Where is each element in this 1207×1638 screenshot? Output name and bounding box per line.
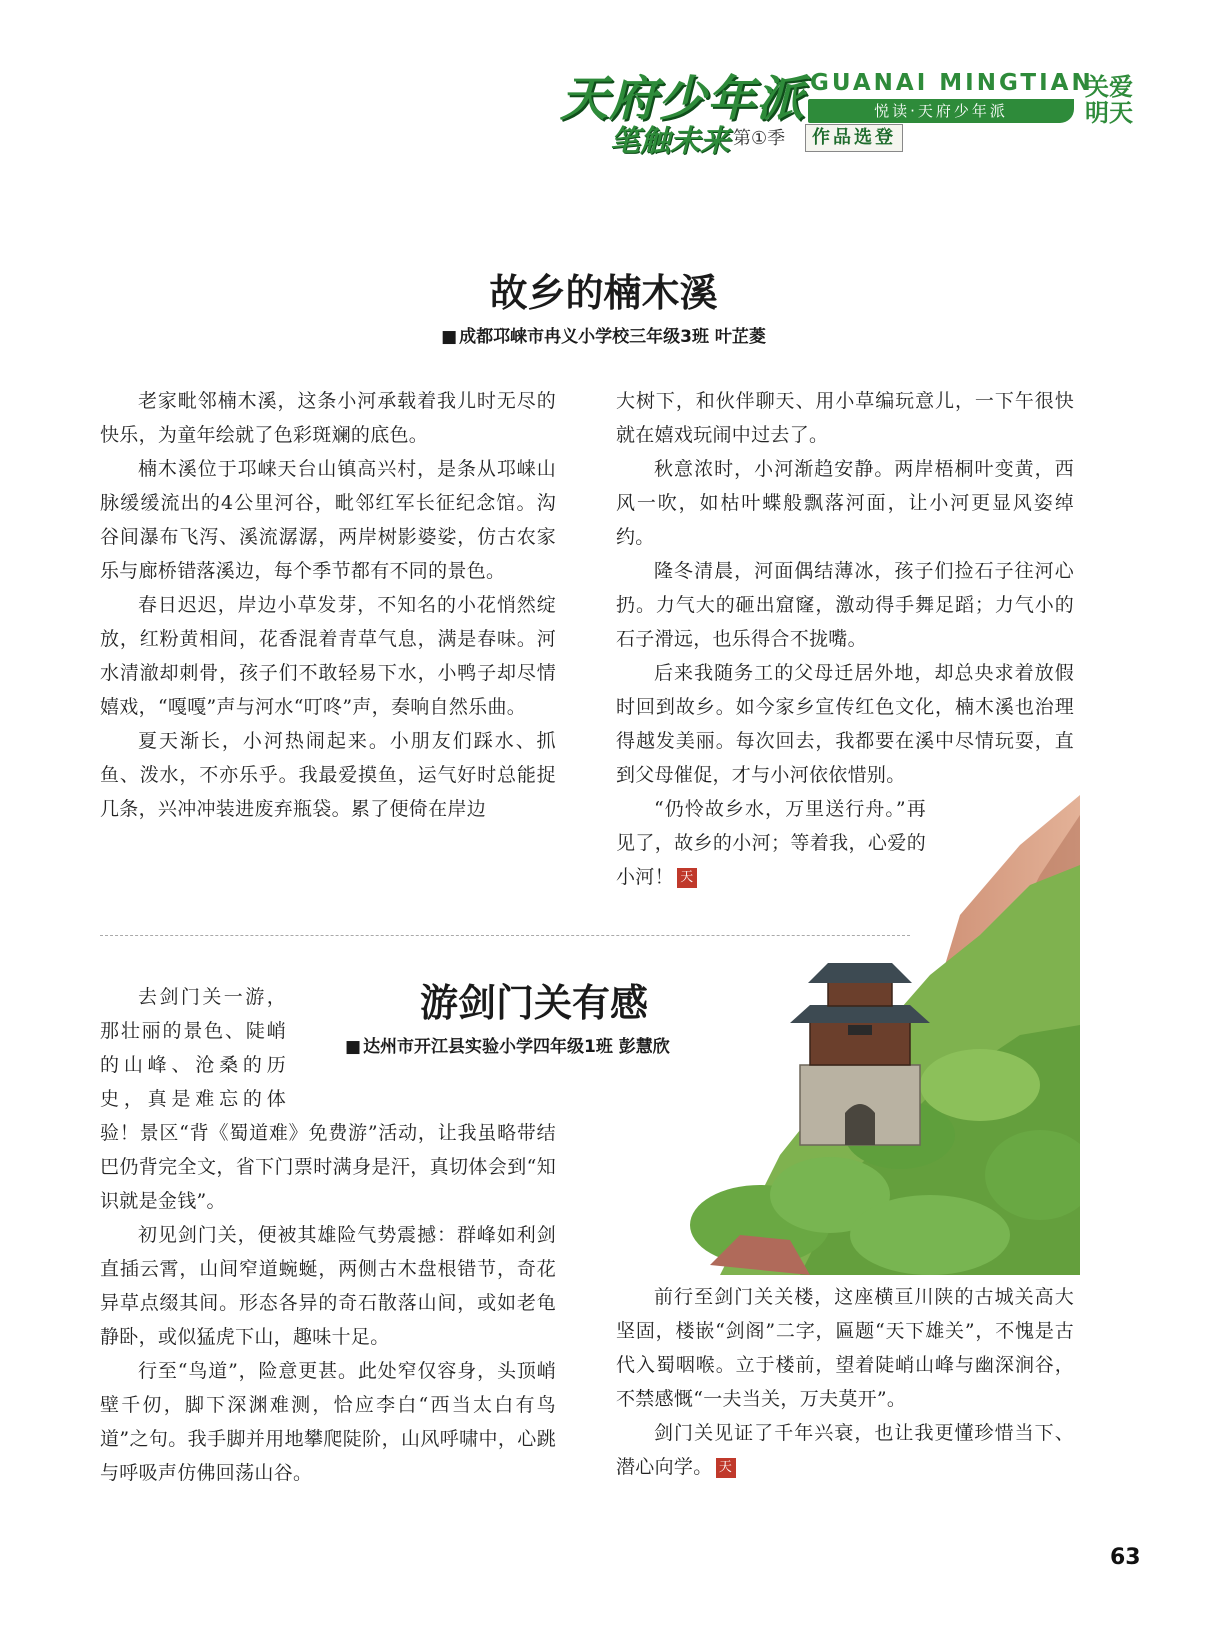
tree [920,1049,1040,1121]
article1-left-column [100,384,556,826]
article2-title: 游剑门关有感 [420,980,649,1025]
gate-arch [845,1104,875,1145]
roof-upper [808,963,912,983]
paragraph: 大树下，和伙伴聊天、用小草编玩意儿，一下午很快就在嬉戏玩闹中过去了。 [616,390,1074,446]
end-mark: 天 [677,868,697,888]
jianmen-pass-illustration [600,795,1080,1275]
article1-title: 故乡的楠木溪 [489,270,718,315]
paragraph: 楠木溪位于邛崃天台山镇高兴村，是条从邛崃山脉缓缓流出的4公里河谷，毗邻红军长征纪念馆。沟谷间瀑布飞泻、溪流潺潺，两岸树影婆娑，仿古农家乐与廊桥错落溪边，每个季节都有不同的景色。 [100,458,556,582]
slogan-bar: 悦读·天府少年派 [808,99,1074,123]
article2-right-column [616,1280,1074,1484]
paragraph: 秋意浓时，小河渐趋安静。两岸梧桐叶变黄，西风一吹，如枯叶蝶般飘落河面，让小河更显风姿绰约。 [616,458,1074,548]
article2-left-column [100,980,556,1490]
end-mark: 天 [716,1458,736,1478]
collection-badge: 作品选登 [805,124,903,152]
title-float-spacer [286,980,556,1116]
paragraph [616,1416,1074,1484]
page-number: 63 [1110,1545,1141,1570]
paragraph: 行至“鸟道”，险意更甚。此处窄仅容身，头顶峭壁千仞，脚下深渊难测，恰应李白“西当太白有鸟道”之句。我手脚并用地攀爬陡阶，山风呼啸中，心跳与呼吸声仿佛回荡山谷。 [100,1360,556,1484]
paragraph-text: 剑门关见证了千年兴衰，也让我更懂珍惜当下、潜心向学。 [616,1422,1074,1478]
season-label: 第①季 [733,128,786,149]
pinyin-heading: GUANAI MINGTIAN [810,70,1094,96]
brand-sub-title: 笔触未来 [610,124,730,159]
article1-byline: ■ 成都邛崃市冉义小学校三年级3班 叶芷菱 [0,322,1207,347]
article2-byline: ■ 达州市开江县实验小学四年级1班 彭慧欣 [345,1032,670,1057]
brand-main-title: 天府少年派 [560,71,806,127]
column-title: 关爱明天 [1085,73,1133,127]
closing-text: “仍怜故乡水，万里送行舟。”再见了，故乡的小河；等着我，心爱的小河！ [616,798,926,888]
gate-plaque [848,1025,872,1035]
paragraph: 夏天渐长，小河热闹起来。小朋友们踩水、抓鱼、泼水，不亦乐乎。我最爱摸鱼，运气好时总能捉几条，兴冲冲装进废弃瓶袋。累了便倚在岸边 [100,730,556,820]
tower-upper [828,980,892,1006]
paragraph: 隆冬清晨，河面偶结薄冰，孩子们捡石子往河心扔。力气大的砸出窟窿，激动得手舞足蹈；力气小的石子滑远，也乐得合不拢嘴。 [616,560,1074,650]
tree [850,1195,1010,1275]
paragraph: 老家毗邻楠木溪，这条小河承载着我儿时无尽的快乐，为童年绘就了色彩斑斓的底色。 [100,390,556,446]
paragraph: 去剑门关一游，那壮丽的景色、陡峭的山峰、沧桑的历史，真是难忘的体验！景区“背《蜀道难》免费游”活动，让我虽略带结巴仍背完全文，省下门票时满身是汗，真切体会到“知识就是金钱”。 [100,986,556,1212]
roof-lower [790,1005,930,1023]
paragraph: 初见剑门关，便被其雄险气势震撼：群峰如利剑直插云霄，山间窄道蜿蜒，两侧古木盘根错节，奇花异草点缀其间。形态各异的奇石散落山间，或如老龟静卧，或似猛虎下山，趣味十足。 [100,1224,556,1348]
paragraph: 前行至剑门关关楼，这座横亘川陕的古城关高大坚固，楼嵌“剑阁”二字，匾题“天下雄关”，不愧是古代入蜀咽喉。立于楼前，望着陡峭山峰与幽深涧谷，不禁感慨“一夫当关，万夫莫开”。 [616,1286,1074,1410]
paragraph: 春日迟迟，岸边小草发芽，不知名的小花悄然绽放，红粉黄相间，花香混着青草气息，满是春味。河水清澈却刺骨，孩子们不敢轻易下水，小鸭子却尽情嬉戏，“嘎嘎”声与河水“叮咚”声，奏响自然乐曲。 [100,594,556,718]
paragraph: 后来我随务工的父母迁居外地，却总央求着放假时回到故乡。如今家乡宣传红色文化，楠木溪也治理得越发美丽。每次回去，我都要在溪中尽情玩耍，直到父母催促，才与小河依依惜别。 [616,662,1074,786]
article1-right-column [616,384,1074,792]
